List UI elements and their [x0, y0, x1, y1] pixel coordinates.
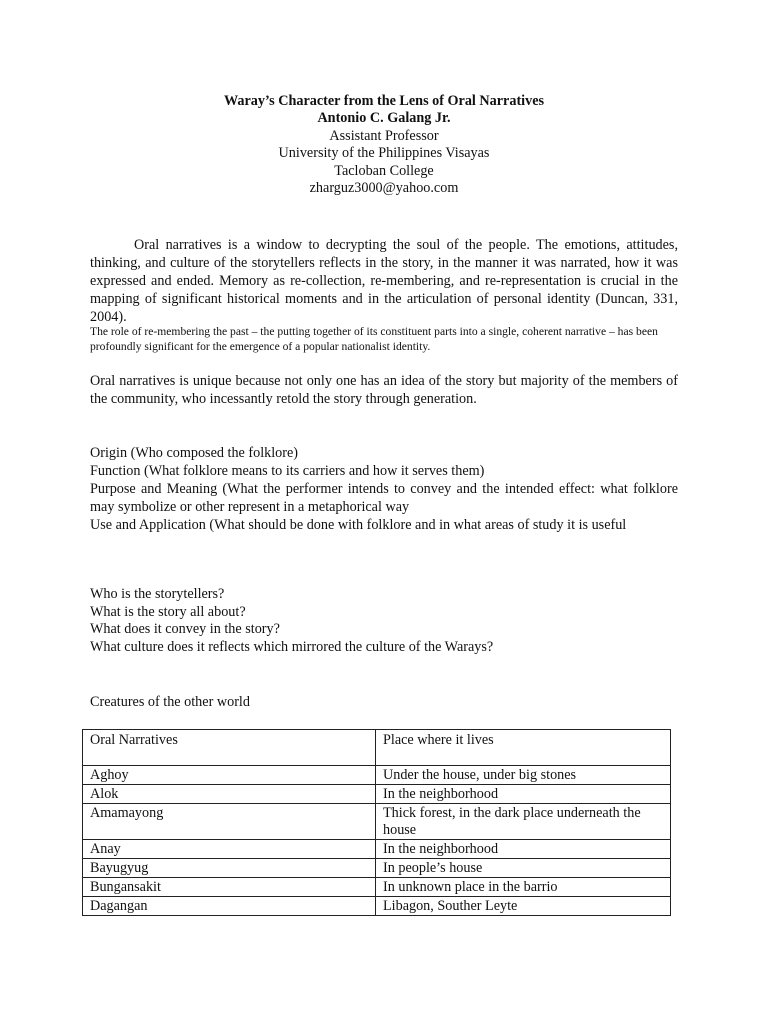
table-row: [83, 840, 671, 859]
table-row: [83, 766, 671, 785]
place-cell: Libagon, Souther Leyte: [376, 897, 671, 916]
narrative-cell: Amamayong: [83, 804, 376, 840]
place-cell: Under the house, under big stones: [376, 766, 671, 785]
question-item: Who is the storytellers?: [90, 586, 225, 602]
narrative-cell: Anay: [83, 840, 376, 859]
author-university: University of the Philippines Visayas: [278, 145, 490, 162]
creatures-table: [82, 729, 671, 916]
place-cell: Thick forest, in the dark place underneath the house: [376, 804, 671, 840]
question-item: What does it convey in the story?: [90, 621, 280, 638]
table-row: [83, 804, 671, 840]
column-header-place: Place where it lives: [376, 730, 671, 766]
intro-paragraph: Oral narratives is a window to decrypting the soul of the people. The emotions, attitudes, thinking, and culture of the storytellers reflects in the story, in the manner it was narrated, how it was expressed and ended. Memory as re-collection, re-membering, and re-representation is crucial in the mapping of significant historical moments and in the articulation of personal identity (Duncan, 331, 2004).: [90, 237, 678, 325]
uniqueness-paragraph: Oral narratives is unique because not only one has an idea of the story but majority of the members of the community, who incessantly retold the story through generation.: [90, 373, 678, 407]
table-row: [83, 897, 671, 916]
table-row: [83, 878, 671, 897]
place-cell: In people’s house: [376, 859, 671, 878]
aspect-item: Function (What folklore means to its carriers and how it serves them): [90, 463, 485, 479]
place-cell: In unknown place in the barrio: [376, 878, 671, 897]
author-college: Tacloban College: [334, 162, 434, 179]
narrative-cell: Bayugyug: [83, 859, 376, 878]
document-header: [0, 93, 768, 197]
table-row: [83, 859, 671, 878]
aspect-item: Use and Application (What should be done with folklore and in what areas of study it is useful: [90, 517, 627, 533]
folklore-aspects-list: [90, 444, 678, 534]
narrative-cell: Bungansakit: [83, 878, 376, 897]
place-cell: In the neighborhood: [376, 840, 671, 859]
aspect-item: Origin (Who composed the folklore): [90, 445, 299, 461]
research-questions-list: [90, 586, 678, 656]
table-header-row: [83, 730, 671, 766]
author-name: Antonio C. Galang Jr.: [317, 110, 451, 127]
question-item: What culture does it reflects which mirrored the culture of the Warays?: [90, 638, 494, 655]
question-item: What is the story all about?: [90, 603, 246, 620]
place-cell: In the neighborhood: [376, 785, 671, 804]
table-row: [83, 785, 671, 804]
author-email: zharguz3000@yahoo.com: [309, 180, 459, 197]
document-title: Waray’s Character from the Lens of Oral Narratives: [223, 93, 545, 109]
aspect-item: Purpose and Meaning (What the performer intends to convey and the intended effect: what folklore may symbolize or other represent in a metaphorical way: [90, 481, 678, 515]
block-quote: The role of re-membering the past – the putting together of its constituent parts into a single, coherent narrative – has been profoundly significant for the emergence of a popular nationalist identity.: [90, 325, 658, 353]
table-caption: Creatures of the other world: [90, 694, 250, 710]
narrative-cell: Dagangan: [83, 897, 376, 916]
narrative-cell: Alok: [83, 785, 376, 804]
narrative-cell: Aghoy: [83, 766, 376, 785]
author-position: Assistant Professor: [329, 127, 439, 144]
column-header-oral-narratives: Oral Narratives: [83, 730, 376, 766]
